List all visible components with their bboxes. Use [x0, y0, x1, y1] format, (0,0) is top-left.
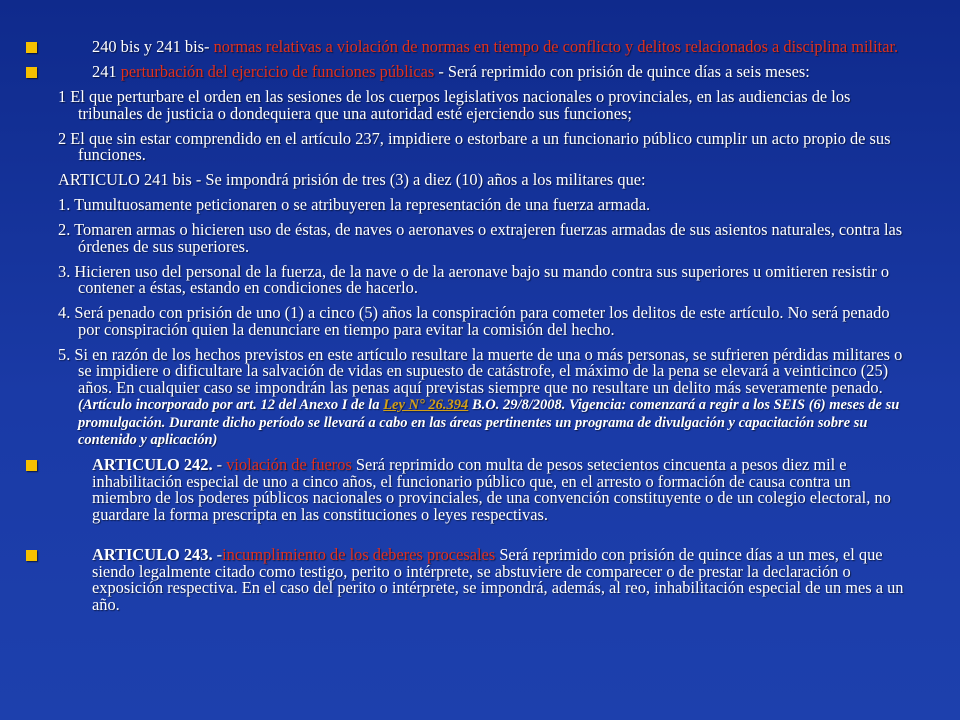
- paragraph-241-bis-4: 4. Será penado con prisión de uno (1) a cinco (5) años la conspiración para cometer los delitos de este artículo. No será penado por conspiración quien la denunciare en tiempo para evitar la comisión del hecho.: [58, 303, 890, 339]
- paragraph-241-bis-5: [0, 344, 904, 449]
- bullet-item-243: [58, 547, 904, 613]
- slide-content: [58, 39, 904, 622]
- bullet-item-240-bis: [58, 39, 904, 56]
- paragraph-241-bis-heading: ARTICULO 241 bis - Se impondrá prisión de tres (3) a diez (10) años a los militares que:: [58, 170, 646, 189]
- bullet-item-242: [58, 457, 904, 523]
- paragraph-241-2: 2 El que sin estar comprendido en el artículo 237, impidiere o estorbare a un funcionario público cumplir un acto propio de sus funciones.: [58, 128, 891, 164]
- paragraph-241-bis-1: 1. Tumultuosamente peticionaren o se atribuyeren la representación de una fuerza armada.: [58, 195, 651, 214]
- article-topic: perturbación del ejercicio de funciones públicas: [120, 62, 435, 81]
- paragraph-text: 5. Si en razón de los hechos previstos en este artículo resultare la muerte de una o más personas, se sufrieren pérdidas militares o se impidiere o dificultare la salvación de vidas en supuesto de catástrofe, el máximo de la pena se elevará a veinticinco (25) años. En cualquier caso se impondrán las penas aquí previstas siempre que no resultare un delito más severamente penado.: [58, 344, 903, 397]
- paragraph-241-bis-2: 2. Tomaren armas o hicieren uso de éstas, de naves o aeronaves o extrajeren fuerzas armadas de sus asientos naturales, contra las órdenes de sus superiores.: [58, 220, 903, 256]
- article-number: 241: [92, 62, 121, 81]
- article-number: ARTICULO 242.: [92, 455, 213, 474]
- article-text: Será reprimido con multa de pesos setecientos cincuenta a pesos diez mil e inhabilitación especial de uno a cinco años, el funcionario público que, en el arresto o formación de causa contra un miembro de los poderes públicos nacionales o provinciales, de una convención constituyente o de un colegio electoral, no guardare la forma prescripta en las constituciones o leyes respectivas.: [92, 455, 891, 524]
- bullet-item-241: [58, 64, 904, 81]
- article-topic: normas relativas a violación de normas en tiempo de conflicto y delitos relacionados a disciplina militar.: [209, 37, 899, 56]
- law-link[interactable]: Ley N° 26.394: [383, 397, 469, 413]
- article-number: 240 bis y 241 bis-: [92, 37, 210, 56]
- note-text: B.O. 29/8/2008. Vigencia: comenzará a regir a los SEIS (6) meses de su promulgación. Durante dicho período se llevará a cabo en las áreas pertinentes un programa de divulgación y capacitación sobre su contenido y aplicación): [78, 397, 900, 448]
- article-topic: violación de fueros: [226, 455, 352, 474]
- separator: -: [212, 455, 227, 474]
- article-number: ARTICULO 243.: [92, 545, 213, 564]
- separator: -: [212, 545, 223, 564]
- article-text: Será reprimido con prisión de quince días a un mes, el que siendo legalmente citado como testigo, perito o intérprete, se abstuviere de comparecer o de prestar la declaración o exposición respectiva. En el caso del perito o intérprete, se impondrá, además, al reo, inhabilitación especial de un mes a un año.: [92, 545, 904, 614]
- square-bullet-icon: [26, 42, 37, 53]
- paragraph-241-bis-3: 3. Hicieren uso del personal de la fuerza, de la nave o de la aeronave bajo su mando contra sus superiores u omitieren resistir o contener a éstas, estando en condiciones de hacerlo.: [58, 261, 890, 297]
- square-bullet-icon: [26, 550, 37, 561]
- article-text: - Será reprimido con prisión de quince días a seis meses:: [434, 62, 810, 81]
- paragraph-241-1: 1 El que perturbare el orden en las sesiones de los cuerpos legislativos nacionales o provinciales, en las audiencias de los tribunales de justicia o dondequiera que una autoridad esté ejerciendo sus funciones;: [58, 87, 851, 123]
- square-bullet-icon: [26, 67, 37, 78]
- article-topic: incumplimiento de los deberes procesales: [222, 545, 496, 564]
- square-bullet-icon: [26, 460, 37, 471]
- note-text: (Artículo incorporado por art. 12 del Anexo I de la: [78, 397, 384, 413]
